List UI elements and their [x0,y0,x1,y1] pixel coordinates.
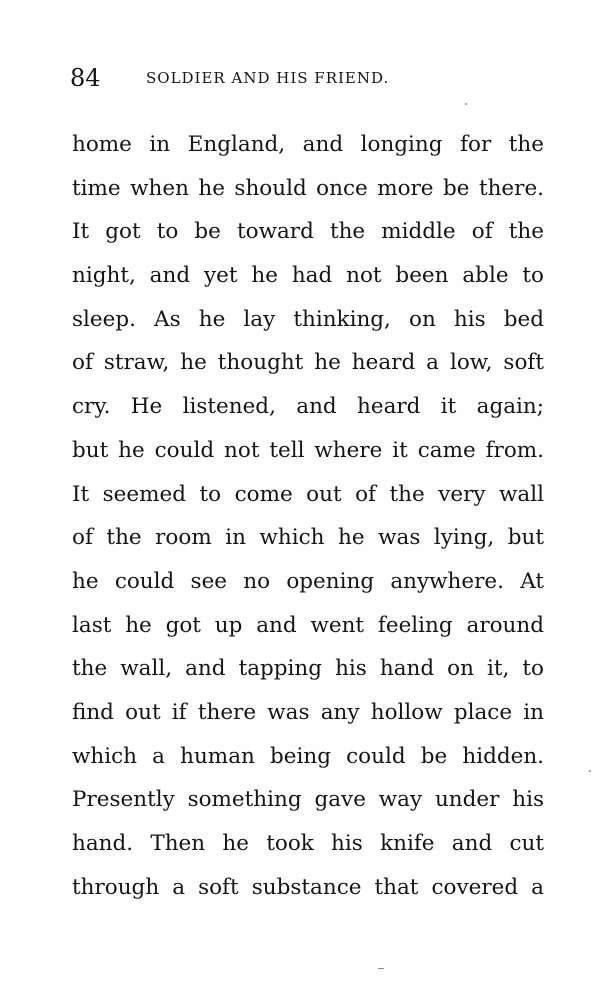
print-speck [465,103,467,105]
text-line: night, and yet he had not been able to [72,263,544,289]
body-text [72,129,544,915]
text-line: which a human being could be hidden. [72,743,544,769]
text-line: but he could not tell where it came from. [72,437,544,463]
text-line: of the room in which he was lying, but [72,525,544,551]
text-line: he could see no opening anywhere. At [72,568,544,594]
text-line: It got to be toward the middle of the [72,219,544,245]
print-speck [589,770,591,772]
running-head [70,62,470,94]
text-line: cry. He listened, and heard it again; [72,394,544,420]
text-line: through a soft substance that covered a [72,874,544,900]
text-line: the wall, and tapping his hand on it, to [72,656,544,682]
text-line: sleep. As he lay thinking, on his bed [72,306,544,332]
text-line: It seemed to come out of the very wall [72,481,544,507]
text-line: last he got up and went feeling around [72,612,544,638]
text-line: home in England, and longing for the [72,132,544,157]
page-number: 84 [70,64,101,92]
running-head-title: SOLDIER AND HIS FRIEND. [146,69,390,87]
text-line: hand. Then he took his knife and cut [72,831,544,856]
print-speck [378,968,384,969]
text-line: of straw, he thought he heard a low, soft [72,350,544,376]
text-line: time when he should once more be there. [72,175,544,201]
text-line: find out if there was any hollow place in [72,699,544,725]
text-line: Presently something gave way under his [72,787,544,813]
